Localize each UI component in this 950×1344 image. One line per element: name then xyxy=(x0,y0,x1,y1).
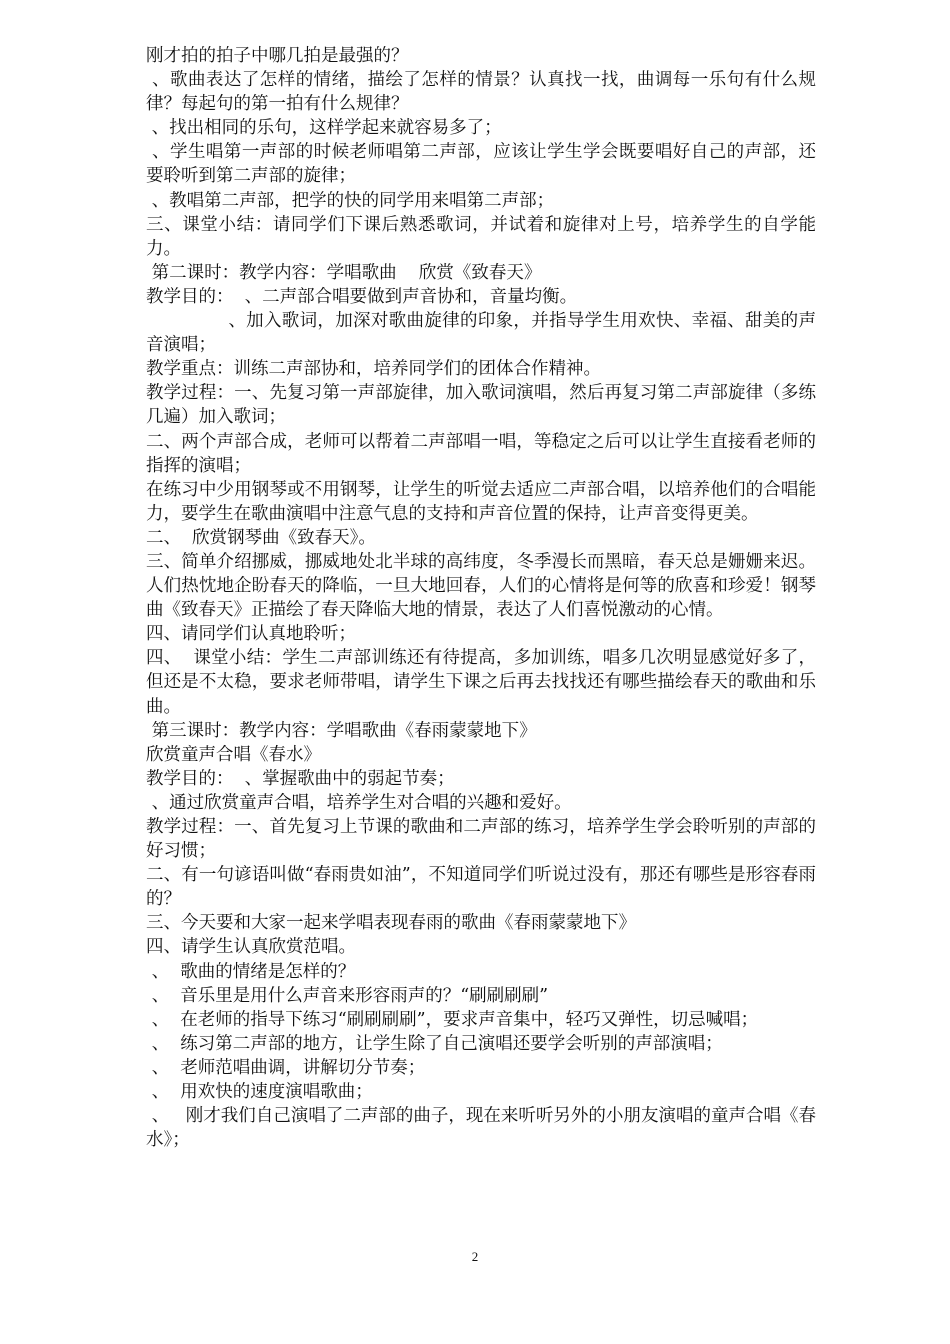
list-item: 、 练习第二声部的地方，让学生除了自己演唱还要学会听别的声部演唱； xyxy=(146,1033,723,1054)
paragraph: 、通过欣赏童声合唱，培养学生对合唱的兴趣和爱好。 xyxy=(146,792,572,813)
list-item: 、 用欢快的速度演唱歌曲； xyxy=(146,1082,373,1103)
paragraph: 、学生唱第一声部的时候老师唱第二声部，应该让学生学会既要唱好自己的声部，还要聆听到第二声部的旋律； xyxy=(146,142,816,187)
paragraph: 教学过程：一、先复习第一声部旋律，加入歌词演唱，然后再复习第二声部旋律（多练几遍）加入歌词； xyxy=(146,383,816,428)
page-number: 2 xyxy=(471,1249,479,1264)
section-heading: 第三课时：教学内容：学唱歌曲《春雨蒙蒙地下》 xyxy=(146,720,537,741)
document-body xyxy=(146,44,816,1152)
list-item: 、 歌曲的情绪是怎样的？ xyxy=(146,961,356,982)
paragraph: 、找出相同的乐句，这样学起来就容易多了； xyxy=(146,118,502,139)
paragraph: 欣赏童声合唱《春水》 xyxy=(146,744,321,765)
list-item: 、 在老师的指导下练习“刷刷刷刷”，要求声音集中，轻巧又弹性，切忌喊唱； xyxy=(146,1009,759,1030)
paragraph: 教学目的： 、二声部合唱要做到声音协和，音量均衡。 xyxy=(146,286,578,307)
section-heading: 第二课时：教学内容：学唱歌曲 欣赏《致春天》 xyxy=(146,262,542,283)
paragraph: 在练习中少用钢琴或不用钢琴，让学生的听觉去适应二声部合唱，以培养他们的合唱能力，要学生在歌曲演唱中注意气息的支持和声音位置的保持，让声音变得更美。 xyxy=(146,479,816,524)
paragraph: 、教唱第二声部，把学的快的同学用来唱第二声部； xyxy=(146,190,555,211)
paragraph: 二、有一句谚语叫做“春雨贵如油”，不知道同学们听说过没有，那还有哪些是形容春雨的？ xyxy=(146,865,816,910)
paragraph: 四、请学生认真欣赏范唱。 xyxy=(146,937,356,958)
list-item: 、 音乐里是用什么声音来形容雨声的？“刷刷刷刷” xyxy=(146,985,549,1006)
list-item: 、 刚才我们自己演唱了二声部的曲子，现在来听听另外的小朋友演唱的童声合唱《春水》； xyxy=(146,1106,816,1151)
paragraph: 、加入歌词，加深对歌曲旋律的印象，并指导学生用欢快、幸福、甜美的声音演唱； xyxy=(146,311,816,356)
paragraph: 三、简单介绍挪威，挪威地处北半球的高纬度，冬季漫长而黑暗，春天总是姗姗来迟。人们热忱地企盼春天的降临，一旦大地回春，人们的心情将是何等的欣喜和珍爱！钢琴曲《致春天》正描绘了春天降临大地的情景，表达了人们喜悦激动的心情。 xyxy=(146,551,816,621)
paragraph: 教学目的： 、掌握歌曲中的弱起节奏； xyxy=(146,768,455,789)
list-item: 、 老师范唱曲调，讲解切分节奏； xyxy=(146,1057,426,1078)
paragraph: 三、课堂小结：请同学们下课后熟悉歌词，并试着和旋律对上号，培养学生的自学能力。 xyxy=(146,214,816,259)
paragraph: 二、 欣赏钢琴曲《致春天》。 xyxy=(146,527,376,548)
paragraph: 三、今天要和大家一起来学唱表现春雨的歌曲《春雨蒙蒙地下》 xyxy=(146,913,636,934)
paragraph: 教学过程：一、首先复习上节课的歌曲和二声部的练习，培养学生学会聆听别的声部的好习惯； xyxy=(146,817,816,862)
paragraph: 四、请同学们认真地聆听； xyxy=(146,624,356,645)
paragraph: 二、两个声部合成，老师可以帮着二声部唱一唱，等稳定之后可以让学生直接看老师的指挥的演唱； xyxy=(146,431,816,476)
paragraph: 、歌曲表达了怎样的情绪，描绘了怎样的情景？认真找一找，曲调每一乐句有什么规律？每起句的第一拍有什么规律？ xyxy=(146,70,816,115)
paragraph: 四、 课堂小结：学生二声部训练还有待提高，多加训练，唱多几次明显感觉好多了，但还是不太稳，要求老师带唱，请学生下课之后再去找找还有哪些描绘春天的歌曲和乐曲。 xyxy=(146,648,816,717)
paragraph: 刚才拍的拍子中哪几拍是最强的？ xyxy=(146,46,409,66)
paragraph: 教学重点：训练二声部协和，培养同学们的团体合作精神。 xyxy=(146,359,601,380)
